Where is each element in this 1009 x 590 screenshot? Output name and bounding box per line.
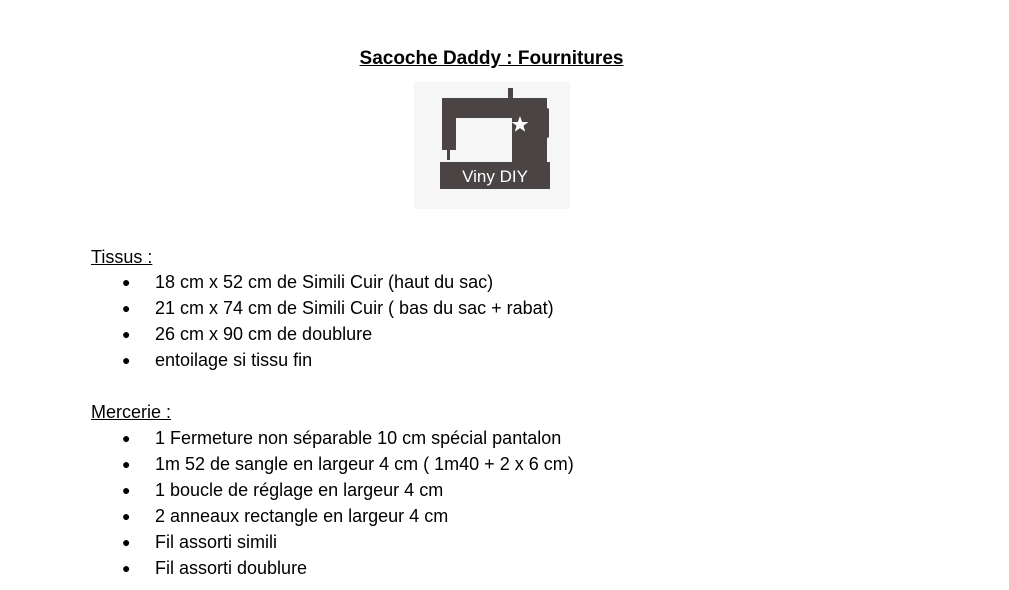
bullet-icon <box>122 555 155 581</box>
list-item-text: 18 cm x 52 cm de Simili Cuir (haut du sac) <box>155 272 494 292</box>
list-item <box>122 451 574 477</box>
list-item <box>122 477 574 503</box>
list-item <box>122 503 574 529</box>
brand-logo <box>414 82 570 209</box>
list-item <box>122 347 554 373</box>
brand-text: Viny DIY <box>462 167 528 186</box>
list-item-text: 1 boucle de réglage en largeur 4 cm <box>155 480 444 500</box>
list-item <box>122 321 554 347</box>
list-item-text: 26 cm x 90 cm de doublure <box>155 324 373 344</box>
list-item <box>122 295 554 321</box>
bullet-icon <box>122 347 155 373</box>
list-item-text: Fil assorti simili <box>155 532 278 552</box>
bullet-icon <box>122 503 155 529</box>
bullet-icon <box>122 269 155 295</box>
section-heading-tissus: Tissus : <box>91 247 153 267</box>
list-item-text: Fil assorti doublure <box>155 558 308 578</box>
list-item-text: 1 Fermeture non séparable 10 cm spécial pantalon <box>155 428 562 448</box>
bullet-icon <box>122 295 155 321</box>
document-title: Sacoche Daddy : Fournitures <box>359 48 624 69</box>
list-item <box>122 269 554 295</box>
mercerie-list <box>122 425 574 581</box>
sewing-machine-icon <box>414 82 570 209</box>
bullet-icon <box>122 451 155 477</box>
bullet-icon <box>122 425 155 451</box>
list-item-text: entoilage si tissu fin <box>155 350 313 370</box>
tissus-list <box>122 269 554 373</box>
list-item <box>122 425 574 451</box>
list-item <box>122 529 574 555</box>
bullet-icon <box>122 477 155 503</box>
list-item-text: 21 cm x 74 cm de Simili Cuir ( bas du sac + rabat) <box>155 298 554 318</box>
section-heading-mercerie: Mercerie : <box>91 402 172 422</box>
bullet-icon <box>122 529 155 555</box>
list-item-text: 2 anneaux rectangle en largeur 4 cm <box>155 506 449 526</box>
list-item-text: 1m 52 de sangle en largeur 4 cm ( 1m40 + 2 x 6 cm) <box>155 454 574 474</box>
list-item <box>122 555 574 581</box>
bullet-icon <box>122 321 155 347</box>
